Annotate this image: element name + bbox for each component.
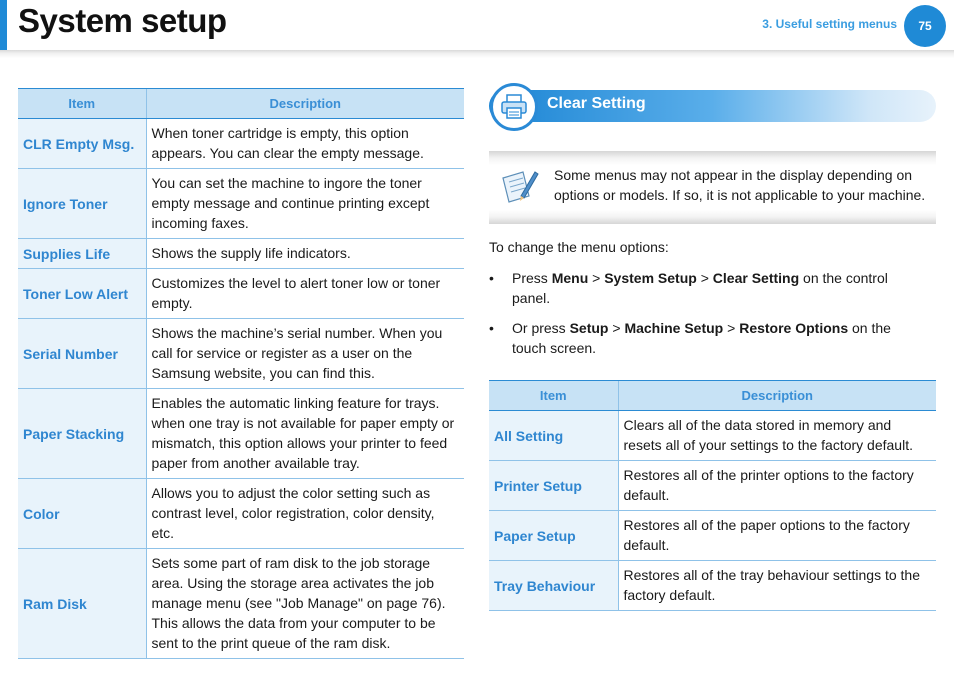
- table-row: [18, 389, 464, 479]
- page-title: System setup: [18, 2, 227, 39]
- column-header-item: Item: [489, 381, 618, 411]
- section-title: Clear Setting: [547, 95, 646, 112]
- description-cell: Shows the machine’s serial number. When you call for service or register as a user on the Samsung website, you can find this.: [146, 319, 464, 389]
- table-header-row: [489, 381, 936, 411]
- bullet-text: Press Menu > System Setup > Clear Setting on the control panel.: [512, 270, 888, 306]
- description-cell: You can set the machine to ingore the toner empty message and continue printing except incoming faxes.: [146, 169, 464, 239]
- table-header-row: [18, 89, 464, 119]
- description-cell: Enables the automatic linking feature for trays. when one tray is not available for paper empty or mismatch, this option allows your printer to feed paper from another available tray.: [146, 389, 464, 479]
- instruction-bullet-touch-screen: [489, 318, 929, 358]
- description-cell: Sets some part of ram disk to the job storage area. Using the storage area activates the job manage menu (see "Job Manage" on page 76). This allows the data from your computer to be sent to the print queue of the ram disk.: [146, 549, 464, 659]
- description-cell: Allows you to adjust the color setting such as contrast level, color registration, color density, etc.: [146, 479, 464, 549]
- description-cell: When toner cartridge is empty, this option appears. You can clear the empty message.: [146, 119, 464, 169]
- clear-setting-table: [489, 380, 936, 611]
- instruction-bullet-control-panel: [489, 268, 929, 308]
- table-row: [489, 461, 936, 511]
- item-cell: Supplies Life: [18, 239, 146, 269]
- header-divider: [0, 50, 954, 58]
- item-cell: All Setting: [489, 411, 618, 461]
- table-row: [18, 169, 464, 239]
- item-cell: Tray Behaviour: [489, 561, 618, 611]
- description-cell: Restores all of the printer options to the factory default.: [618, 461, 936, 511]
- description-cell: Restores all of the tray behaviour settings to the factory default.: [618, 561, 936, 611]
- instructions-intro: To change the menu options:: [489, 239, 669, 255]
- left-settings-table: [18, 88, 464, 659]
- item-cell: Serial Number: [18, 319, 146, 389]
- printer-icon: [490, 83, 538, 131]
- table-row: [18, 479, 464, 549]
- note-text: Some menus may not appear in the display depending on options or models. If so, it is not applicable to your machine.: [554, 167, 926, 203]
- table-row: [18, 319, 464, 389]
- table-row: [18, 119, 464, 169]
- header-accent-bar: [0, 0, 7, 50]
- column-header-description: Description: [146, 89, 464, 119]
- item-cell: CLR Empty Msg.: [18, 119, 146, 169]
- description-cell: Customizes the level to alert toner low or toner empty.: [146, 269, 464, 319]
- item-cell: Printer Setup: [489, 461, 618, 511]
- bullet-dot: •: [489, 270, 494, 286]
- table-row: [18, 239, 464, 269]
- column-header-item: Item: [18, 89, 146, 119]
- table-row: [489, 561, 936, 611]
- page-number-badge: 75: [904, 5, 946, 47]
- description-cell: Clears all of the data stored in memory and resets all of your settings to the factory default.: [618, 411, 936, 461]
- item-cell: Ignore Toner: [18, 169, 146, 239]
- chapter-reference: 3. Useful setting menus: [762, 17, 897, 31]
- table-row: [18, 549, 464, 659]
- description-cell: Restores all of the paper options to the factory default.: [618, 511, 936, 561]
- item-cell: Paper Setup: [489, 511, 618, 561]
- item-cell: Toner Low Alert: [18, 269, 146, 319]
- table-row: [489, 411, 936, 461]
- bullet-text: Or press Setup > Machine Setup > Restore Options on the touch screen.: [512, 320, 891, 356]
- column-header-description: Description: [618, 381, 936, 411]
- item-cell: Color: [18, 479, 146, 549]
- item-cell: Ram Disk: [18, 549, 146, 659]
- description-cell: Shows the supply life indicators.: [146, 239, 464, 269]
- bullet-dot: •: [489, 320, 494, 336]
- note-pencil-icon: [499, 166, 539, 206]
- table-row: [18, 269, 464, 319]
- table-row: [489, 511, 936, 561]
- item-cell: Paper Stacking: [18, 389, 146, 479]
